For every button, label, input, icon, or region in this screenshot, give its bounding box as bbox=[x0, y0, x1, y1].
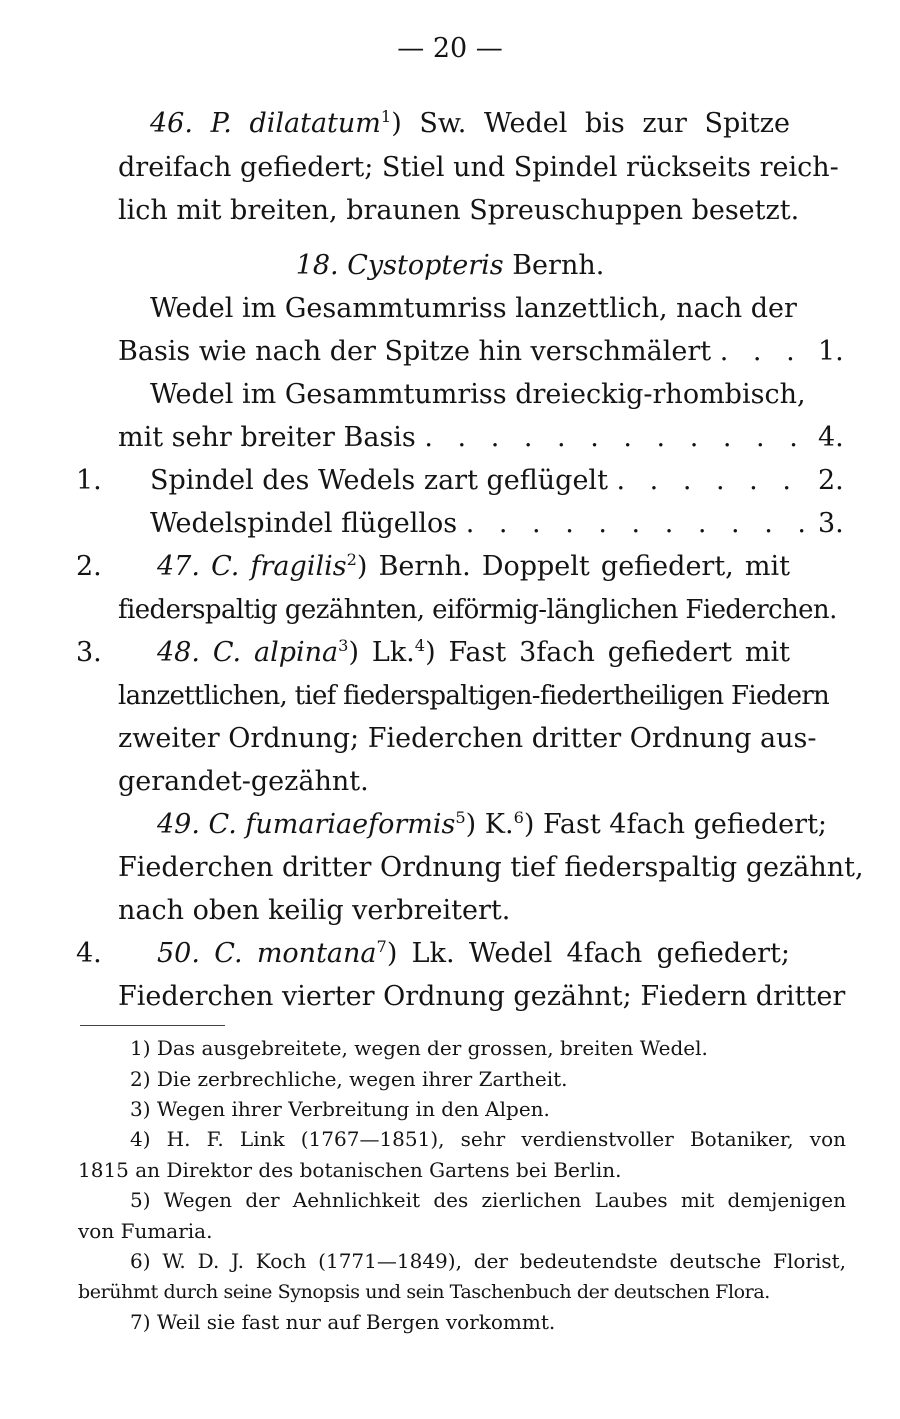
leader-dots: . . . bbox=[719, 336, 803, 367]
footnote-continuation: von Fumaria. bbox=[78, 1219, 213, 1243]
footnote: 5) Wegen der Aehnlichkeit des zierlichen Laubes mit demjenigen bbox=[130, 1188, 846, 1212]
footnote: 1) Das ausgebreitete, wegen der grossen, breiten Wedel. bbox=[130, 1036, 708, 1060]
footnote: 6) W. D. J. Koch (1771—1849), der bedeutendste deutsche Florist, bbox=[130, 1249, 846, 1273]
species-46-line: dreifach gefiedert; Stiel und Spindel rückseits reich- bbox=[118, 152, 839, 183]
key-text: Spindel des Wedels zart geflügelt bbox=[150, 465, 608, 496]
species-47-heading: 47. C. fragilis$^2$) Bernh. Doppelt gefiedert, mit bbox=[157, 550, 790, 582]
footnote-ref: 6 bbox=[513, 808, 524, 827]
footnote-ref: 2 bbox=[346, 550, 357, 569]
description: Fast 4fach gefiedert; bbox=[543, 809, 828, 840]
species-48-line: zweiter Ordnung; Fiederchen dritter Ordnung aus- bbox=[118, 723, 817, 754]
key-reference: 2. bbox=[818, 465, 844, 496]
leader-dots: . . . . . . . . . . . bbox=[465, 508, 814, 539]
species-49-line: nach oben keilig verbreitert. bbox=[118, 895, 511, 926]
footnote: 3) Wegen ihrer Verbreitung in den Alpen. bbox=[130, 1097, 550, 1121]
species-50-heading: 50. C. montana$^7$) Lk. Wedel 4fach gefiedert; bbox=[157, 937, 790, 969]
footnote-ref: 3 bbox=[338, 636, 349, 655]
key-line: Wedel im Gesammtumriss dreieckig-rhombisch, bbox=[150, 379, 806, 410]
genus-number: 18. bbox=[295, 250, 339, 281]
key-line: Wedel im Gesammtumriss lanzettlich, nach der bbox=[150, 293, 797, 324]
species-number: 47. bbox=[157, 551, 200, 582]
key-number: 4. bbox=[76, 938, 102, 969]
footnote: 7) Weil sie fast nur auf Bergen vorkommt. bbox=[130, 1310, 556, 1334]
footnote-ref: 1 bbox=[380, 107, 392, 126]
description: Wedel 4fach gefiedert; bbox=[468, 938, 790, 969]
species-name: C. fragilis bbox=[211, 551, 347, 582]
key-reference: 3. bbox=[818, 508, 844, 539]
authority: Sw. bbox=[419, 108, 467, 139]
footnote: 2) Die zerbrechliche, wegen ihrer Zartheit. bbox=[130, 1067, 568, 1091]
genus-heading bbox=[0, 249, 900, 283]
footnote-continuation: 1815 an Direktor des botanischen Gartens bei Berlin. bbox=[78, 1158, 622, 1182]
page-number: — 20 — bbox=[397, 33, 503, 64]
leader-dots: . . . . . . . . . . . . bbox=[424, 422, 806, 453]
species-46-line: lich mit breiten, braunen Spreuschuppen besetzt. bbox=[118, 195, 800, 226]
footnote-ref: 5 bbox=[455, 808, 466, 827]
species-49-heading: 49. C. fumariaeformis$^5$) K.$^6$) Fast 4fach gefiedert; bbox=[157, 808, 828, 840]
key-number: 3. bbox=[76, 637, 102, 668]
key-number: 2. bbox=[76, 551, 102, 582]
description: Wedel bis zur Spitze bbox=[483, 108, 790, 139]
species-48-line: gerandet-gezähnt. bbox=[118, 766, 369, 797]
species-name: C. montana bbox=[214, 938, 377, 969]
footnote-ref: 7 bbox=[376, 937, 387, 956]
key-text: mit sehr breiter Basis bbox=[118, 422, 416, 453]
key-reference: 1. bbox=[818, 336, 844, 367]
footnote-continuation: berühmt durch seine Synopsis und sein Taschenbuch der deutschen Flora. bbox=[78, 1281, 770, 1303]
footnote: 4) H. F. Link (1767—1851), sehr verdienstvoller Botaniker, von bbox=[130, 1127, 846, 1151]
footnote-divider bbox=[80, 1025, 225, 1026]
species-name: C. alpina bbox=[212, 637, 339, 668]
species-46-heading: 46. P. dilatatum$^1$) Sw. Wedel bis zur Spitze bbox=[150, 107, 790, 139]
footnote-ref: 4 bbox=[414, 636, 426, 655]
authority: Lk. bbox=[411, 938, 455, 969]
species-49-line: Fiederchen dritter Ordnung tief fiederspaltig gezähnt, bbox=[118, 852, 864, 883]
leader-dots: . . . . . . bbox=[616, 465, 799, 496]
species-number: 50. bbox=[157, 938, 200, 969]
species-number: 48. bbox=[157, 637, 200, 668]
key-text: Basis wie nach der Spitze hin verschmälert bbox=[118, 336, 712, 367]
description: Doppelt gefiedert, mit bbox=[481, 551, 790, 582]
species-48-line: lanzettlichen, tief fiederspaltigen-fiedertheiligen Fiedern bbox=[118, 681, 830, 711]
species-name: C. fumariaeformis bbox=[208, 809, 456, 840]
key-number: 1. bbox=[76, 465, 102, 496]
key-reference: 4. bbox=[818, 422, 844, 453]
key-text: Wedelspindel flügellos bbox=[150, 508, 458, 539]
key-line bbox=[150, 507, 814, 541]
key-line bbox=[118, 335, 803, 369]
species-48-heading: 48. C. alpina$^3$) Lk.$^4$) Fast 3fach gefiedert mit bbox=[157, 636, 790, 668]
genus-name: Cystopteris bbox=[347, 250, 504, 281]
species-number: 49. bbox=[157, 809, 200, 840]
description: Fast 3fach gefiedert mit bbox=[448, 637, 790, 668]
species-name: P. dilatatum bbox=[210, 108, 381, 139]
authority: Bernh. bbox=[378, 551, 471, 582]
authority: K. bbox=[484, 809, 514, 840]
genus-authority: Bernh. bbox=[512, 250, 605, 281]
species-47-line: fiederspaltig gezähnten, eiförmig-länglichen Fiederchen. bbox=[118, 595, 837, 625]
species-number: 46. bbox=[150, 108, 193, 139]
authority: Lk. bbox=[371, 637, 415, 668]
key-line bbox=[150, 464, 799, 498]
key-line bbox=[118, 421, 806, 455]
species-50-line: Fiederchen vierter Ordnung gezähnt; Fiedern dritter bbox=[118, 981, 846, 1012]
